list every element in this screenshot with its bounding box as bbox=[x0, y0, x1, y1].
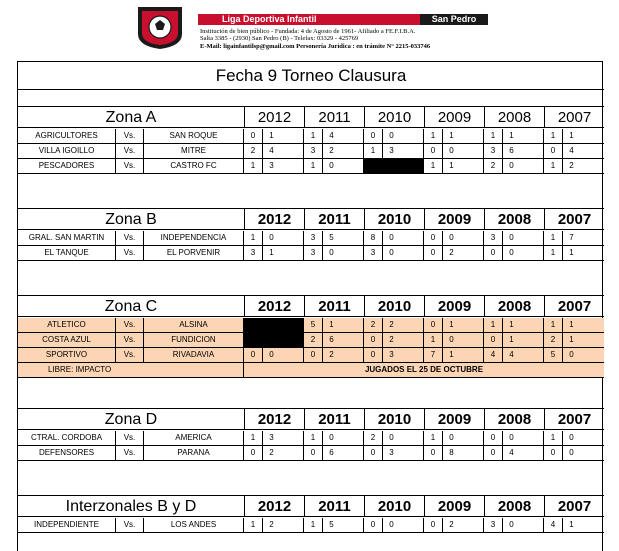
score-cell bbox=[424, 129, 484, 143]
home-score: 0 bbox=[430, 520, 436, 529]
score-cell bbox=[424, 446, 484, 460]
away-score: 3 bbox=[382, 144, 400, 158]
away-score: 0 bbox=[562, 348, 580, 362]
score-cell bbox=[424, 246, 484, 260]
away-score: 0 bbox=[502, 246, 520, 260]
home-score: 0 bbox=[370, 448, 376, 457]
away-score: 1 bbox=[502, 318, 520, 332]
home-score: 0 bbox=[250, 131, 256, 140]
away-score: 1 bbox=[442, 348, 460, 362]
home-score: 1 bbox=[250, 520, 256, 529]
away-score: 0 bbox=[382, 129, 400, 143]
year-header: 2011 bbox=[304, 409, 364, 429]
home-score: 0 bbox=[490, 248, 496, 257]
score-cell bbox=[364, 231, 424, 245]
home-score: 3 bbox=[310, 146, 316, 155]
vs-label: Vs. bbox=[116, 231, 144, 245]
home-score: 2 bbox=[370, 433, 376, 442]
played-date-note: JUGADOS EL 25 DE OCTUBRE bbox=[364, 365, 484, 374]
zone-header bbox=[18, 408, 604, 430]
home-score: 2 bbox=[490, 161, 496, 170]
home-score: 1 bbox=[550, 320, 556, 329]
away-score: 0 bbox=[382, 518, 400, 532]
match-row bbox=[18, 318, 604, 333]
away-score: 0 bbox=[442, 144, 460, 158]
away-score: 4 bbox=[262, 144, 280, 158]
away-score: 5 bbox=[322, 231, 340, 245]
away-score: 4 bbox=[502, 348, 520, 362]
home-score: 0 bbox=[430, 448, 436, 457]
away-score: 0 bbox=[562, 431, 580, 445]
vs-label: Vs. bbox=[116, 446, 144, 460]
year-header: 2010 bbox=[364, 107, 424, 127]
year-header: 2011 bbox=[304, 296, 364, 316]
away-team: SAN ROQUE bbox=[144, 129, 244, 143]
match-row bbox=[18, 159, 604, 174]
away-score: 2 bbox=[562, 159, 580, 173]
league-name-band: Liga Deportiva Infantil bbox=[198, 14, 488, 25]
home-score: 1 bbox=[550, 233, 556, 242]
year-header: 2012 bbox=[244, 209, 304, 229]
vs-label: Vs. bbox=[116, 144, 144, 158]
score-cell bbox=[244, 231, 304, 245]
match-row bbox=[18, 144, 604, 159]
score-cell bbox=[484, 144, 544, 158]
home-team: CTRAL. CORDOBA bbox=[18, 431, 116, 445]
home-team: COSTA AZUL bbox=[18, 333, 116, 347]
away-team: PARANA bbox=[144, 446, 244, 460]
score-cell bbox=[364, 318, 424, 332]
home-score: 0 bbox=[430, 146, 436, 155]
away-score: 7 bbox=[562, 231, 580, 245]
zone-name: Zona B bbox=[105, 211, 157, 228]
away-score: 0 bbox=[442, 333, 460, 347]
score-cell bbox=[484, 333, 544, 347]
score-cell bbox=[424, 144, 484, 158]
zone-name: Zona A bbox=[105, 109, 157, 126]
score-cell bbox=[424, 231, 484, 245]
away-score: 0 bbox=[262, 348, 280, 362]
score-cell bbox=[424, 159, 484, 173]
score-cell bbox=[424, 318, 484, 332]
home-score: 1 bbox=[550, 161, 556, 170]
not-played-cell bbox=[244, 318, 304, 332]
year-header: 2008 bbox=[484, 296, 544, 316]
match-row bbox=[18, 129, 604, 144]
home-score: 0 bbox=[490, 448, 496, 457]
score-cell bbox=[364, 129, 424, 143]
home-score: 1 bbox=[310, 520, 316, 529]
away-score: 0 bbox=[502, 431, 520, 445]
home-score: 5 bbox=[550, 350, 556, 359]
home-score: 3 bbox=[490, 146, 496, 155]
home-score: 0 bbox=[370, 350, 376, 359]
score-cell bbox=[244, 518, 304, 532]
score-cell bbox=[364, 348, 424, 362]
home-score: 1 bbox=[250, 433, 256, 442]
home-score: 1 bbox=[370, 146, 376, 155]
vs-label: Vs. bbox=[116, 431, 144, 445]
home-score: 1 bbox=[550, 248, 556, 257]
vs-label: Vs. bbox=[116, 129, 144, 143]
away-team: INDEPENDENCIA bbox=[144, 231, 244, 245]
away-score: 1 bbox=[562, 518, 580, 532]
away-score: 6 bbox=[322, 446, 340, 460]
home-score: 0 bbox=[310, 350, 316, 359]
header-line-2: Salta 3385 - (2930) San Pedro (B) - Telefax: 03329 - 425769 bbox=[200, 35, 359, 42]
match-row bbox=[18, 246, 604, 261]
away-score: 2 bbox=[382, 333, 400, 347]
score-cell bbox=[304, 318, 364, 332]
away-score: 0 bbox=[442, 431, 460, 445]
away-score: 2 bbox=[382, 318, 400, 332]
away-score: 1 bbox=[502, 129, 520, 143]
score-cell bbox=[364, 518, 424, 532]
home-score: 3 bbox=[310, 233, 316, 242]
year-header: 2012 bbox=[244, 409, 304, 429]
score-cell bbox=[484, 231, 544, 245]
score-cell bbox=[364, 246, 424, 260]
home-score: 3 bbox=[490, 233, 496, 242]
year-header: 2007 bbox=[544, 409, 604, 429]
away-score: 6 bbox=[322, 333, 340, 347]
home-score: 2 bbox=[310, 335, 316, 344]
zone-note bbox=[18, 363, 604, 378]
year-header: 2007 bbox=[544, 209, 604, 229]
home-score: 0 bbox=[430, 248, 436, 257]
away-score: 1 bbox=[442, 129, 460, 143]
year-header: 2010 bbox=[364, 409, 424, 429]
year-header: 2009 bbox=[424, 496, 484, 516]
away-score: 2 bbox=[262, 446, 280, 460]
year-header: 2009 bbox=[424, 107, 484, 127]
away-score: 4 bbox=[502, 446, 520, 460]
zone-name: Zona D bbox=[104, 411, 158, 428]
away-team: ALSINA bbox=[144, 318, 244, 332]
away-score: 1 bbox=[562, 129, 580, 143]
match-row bbox=[18, 518, 604, 533]
away-score: 0 bbox=[502, 159, 520, 173]
home-score: 3 bbox=[370, 248, 376, 257]
away-team: RIVADAVIA bbox=[144, 348, 244, 362]
away-score: 2 bbox=[442, 518, 460, 532]
score-cell bbox=[364, 333, 424, 347]
vs-label: Vs. bbox=[116, 159, 144, 173]
home-team: DEFENSORES bbox=[18, 446, 116, 460]
home-score: 0 bbox=[430, 320, 436, 329]
score-cell bbox=[244, 159, 304, 173]
away-score: 1 bbox=[322, 318, 340, 332]
home-score: 0 bbox=[430, 233, 436, 242]
home-score: 8 bbox=[370, 233, 376, 242]
home-score: 2 bbox=[550, 335, 556, 344]
home-score: 0 bbox=[550, 146, 556, 155]
away-score: 4 bbox=[562, 144, 580, 158]
home-score: 1 bbox=[250, 233, 256, 242]
away-score: 0 bbox=[442, 231, 460, 245]
home-team: VILLA IGOILLO bbox=[18, 144, 116, 158]
score-cell bbox=[424, 333, 484, 347]
score-cell bbox=[484, 348, 544, 362]
away-score: 5 bbox=[322, 518, 340, 532]
home-score: 1 bbox=[430, 161, 436, 170]
score-cell bbox=[244, 246, 304, 260]
year-header: 2012 bbox=[244, 496, 304, 516]
match-row bbox=[18, 333, 604, 348]
vs-label: Vs. bbox=[116, 333, 144, 347]
home-score: 0 bbox=[370, 520, 376, 529]
away-score: 1 bbox=[562, 246, 580, 260]
year-header: 2011 bbox=[304, 496, 364, 516]
home-score: 1 bbox=[550, 131, 556, 140]
score-cell bbox=[304, 431, 364, 445]
away-team: FUNDICION bbox=[144, 333, 244, 347]
year-header: 2008 bbox=[484, 496, 544, 516]
header-line-3: E-Mail: ligainfantilsp@gmail.com Personería Jurídica : en trámite N° 2215-033746 bbox=[200, 43, 431, 50]
fixtures-sheet bbox=[17, 61, 603, 551]
score-cell bbox=[424, 431, 484, 445]
home-score: 0 bbox=[250, 448, 256, 457]
away-score: 0 bbox=[322, 159, 340, 173]
zone-name: Interzonales B y D bbox=[65, 498, 197, 515]
not-played-cell bbox=[244, 333, 304, 347]
home-team: PESCADORES bbox=[18, 159, 116, 173]
away-score: 0 bbox=[502, 231, 520, 245]
year-header: 2009 bbox=[424, 296, 484, 316]
away-score: 1 bbox=[562, 318, 580, 332]
home-score: 1 bbox=[310, 433, 316, 442]
league-logo bbox=[134, 4, 186, 50]
home-team: ATLETICO bbox=[18, 318, 116, 332]
home-score: 4 bbox=[550, 520, 556, 529]
letterhead bbox=[0, 0, 619, 58]
year-header: 2007 bbox=[544, 496, 604, 516]
zone-header bbox=[18, 208, 604, 230]
score-cell bbox=[304, 348, 364, 362]
home-score: 1 bbox=[310, 161, 316, 170]
score-cell bbox=[304, 231, 364, 245]
score-cell bbox=[544, 446, 604, 460]
page-title: Fecha 9 Torneo Clausura bbox=[18, 62, 604, 90]
home-score: 1 bbox=[310, 131, 316, 140]
home-score: 2 bbox=[250, 146, 256, 155]
score-cell bbox=[544, 129, 604, 143]
away-team: AMERICA bbox=[144, 431, 244, 445]
home-score: 1 bbox=[490, 131, 496, 140]
home-score: 0 bbox=[310, 448, 316, 457]
score-cell bbox=[304, 159, 364, 173]
vs-label: Vs. bbox=[116, 348, 144, 362]
score-cell bbox=[484, 446, 544, 460]
home-score: 4 bbox=[490, 350, 496, 359]
score-cell bbox=[484, 129, 544, 143]
home-score: 3 bbox=[250, 248, 256, 257]
score-cell bbox=[304, 144, 364, 158]
match-row bbox=[18, 348, 604, 363]
away-score: 3 bbox=[382, 446, 400, 460]
score-cell bbox=[544, 348, 604, 362]
away-score: 0 bbox=[322, 431, 340, 445]
score-cell bbox=[364, 431, 424, 445]
away-score: 2 bbox=[442, 246, 460, 260]
score-cell bbox=[364, 446, 424, 460]
away-score: 1 bbox=[442, 318, 460, 332]
score-cell bbox=[244, 144, 304, 158]
score-cell bbox=[484, 318, 544, 332]
away-score: 1 bbox=[562, 333, 580, 347]
home-score: 0 bbox=[370, 131, 376, 140]
score-cell bbox=[544, 431, 604, 445]
score-cell bbox=[424, 348, 484, 362]
year-header: 2008 bbox=[484, 209, 544, 229]
score-cell bbox=[544, 231, 604, 245]
score-cell bbox=[544, 159, 604, 173]
zone-header bbox=[18, 106, 604, 128]
score-cell bbox=[544, 144, 604, 158]
home-score: 1 bbox=[490, 320, 496, 329]
home-score: 1 bbox=[430, 335, 436, 344]
zone-header bbox=[18, 495, 604, 517]
home-score: 0 bbox=[370, 335, 376, 344]
home-score: 0 bbox=[490, 433, 496, 442]
away-team: MITRE bbox=[144, 144, 244, 158]
home-team: EL TANQUE bbox=[18, 246, 116, 260]
away-score: 2 bbox=[322, 348, 340, 362]
away-team: LOS ANDES bbox=[144, 518, 244, 532]
score-cell bbox=[484, 431, 544, 445]
year-header: 2008 bbox=[484, 409, 544, 429]
match-row bbox=[18, 231, 604, 246]
home-team: AGRICULTORES bbox=[18, 129, 116, 143]
year-header: 2009 bbox=[424, 209, 484, 229]
home-score: 1 bbox=[430, 433, 436, 442]
score-cell bbox=[484, 518, 544, 532]
home-team: INDEPENDIENTE bbox=[18, 518, 116, 532]
away-score: 0 bbox=[562, 446, 580, 460]
year-header: 2011 bbox=[304, 209, 364, 229]
home-score: 0 bbox=[550, 448, 556, 457]
away-score: 0 bbox=[382, 246, 400, 260]
city-band: San Pedro bbox=[420, 14, 488, 25]
away-score: 1 bbox=[262, 129, 280, 143]
match-row bbox=[18, 431, 604, 446]
score-cell bbox=[244, 431, 304, 445]
score-cell bbox=[304, 518, 364, 532]
vs-label: Vs. bbox=[116, 246, 144, 260]
score-cell bbox=[304, 446, 364, 460]
home-team: SPORTIVO bbox=[18, 348, 116, 362]
year-header: 2007 bbox=[544, 107, 604, 127]
home-score: 3 bbox=[490, 520, 496, 529]
year-header: 2010 bbox=[364, 209, 424, 229]
away-score: 1 bbox=[502, 333, 520, 347]
away-team: EL PORVENIR bbox=[144, 246, 244, 260]
score-cell bbox=[484, 246, 544, 260]
away-score: 0 bbox=[262, 231, 280, 245]
away-score: 0 bbox=[322, 246, 340, 260]
score-cell bbox=[244, 348, 304, 362]
score-cell bbox=[544, 246, 604, 260]
away-score: 2 bbox=[322, 144, 340, 158]
home-team: GRAL. SAN MARTIN bbox=[18, 231, 116, 245]
score-cell bbox=[304, 246, 364, 260]
away-score: 3 bbox=[382, 348, 400, 362]
year-header: 2010 bbox=[364, 496, 424, 516]
home-score: 1 bbox=[430, 131, 436, 140]
year-header: 2012 bbox=[244, 296, 304, 316]
year-header: 2009 bbox=[424, 409, 484, 429]
away-score: 0 bbox=[382, 231, 400, 245]
home-score: 1 bbox=[550, 433, 556, 442]
zone-header bbox=[18, 295, 604, 317]
score-cell bbox=[544, 333, 604, 347]
away-score: 2 bbox=[262, 518, 280, 532]
score-cell bbox=[544, 518, 604, 532]
not-played-cell bbox=[364, 159, 424, 173]
home-score: 1 bbox=[250, 161, 256, 170]
score-cell bbox=[544, 318, 604, 332]
away-score: 6 bbox=[502, 144, 520, 158]
away-score: 0 bbox=[382, 431, 400, 445]
away-score: 4 bbox=[322, 129, 340, 143]
year-header: 2011 bbox=[304, 107, 364, 127]
year-header: 2008 bbox=[484, 107, 544, 127]
match-row bbox=[18, 446, 604, 461]
home-score: 0 bbox=[490, 335, 496, 344]
score-cell bbox=[244, 129, 304, 143]
zone-name: Zona C bbox=[104, 298, 158, 315]
score-cell bbox=[304, 129, 364, 143]
score-cell bbox=[304, 333, 364, 347]
away-score: 1 bbox=[442, 159, 460, 173]
score-cell bbox=[364, 144, 424, 158]
away-score: 8 bbox=[442, 446, 460, 460]
header-line-1: Institución de bien público - Fundada: 4 de Agosto de 1961- Afiliado a FE.F.I.B.A. bbox=[200, 28, 416, 35]
bye-team: LIBRE: IMPACTO bbox=[18, 363, 244, 377]
away-team: CASTRO FC bbox=[144, 159, 244, 173]
score-cell bbox=[484, 159, 544, 173]
vs-label: Vs. bbox=[116, 518, 144, 532]
away-score: 3 bbox=[262, 431, 280, 445]
away-score: 1 bbox=[262, 246, 280, 260]
away-score: 3 bbox=[262, 159, 280, 173]
vs-label: Vs. bbox=[116, 318, 144, 332]
home-score: 0 bbox=[250, 350, 256, 359]
score-cell bbox=[244, 446, 304, 460]
year-header: 2010 bbox=[364, 296, 424, 316]
home-score: 3 bbox=[310, 248, 316, 257]
year-header: 2012 bbox=[244, 107, 304, 127]
score-cell bbox=[424, 518, 484, 532]
home-score: 7 bbox=[430, 350, 436, 359]
home-score: 2 bbox=[370, 320, 376, 329]
away-score: 0 bbox=[502, 518, 520, 532]
year-header: 2007 bbox=[544, 296, 604, 316]
home-score: 5 bbox=[310, 320, 316, 329]
